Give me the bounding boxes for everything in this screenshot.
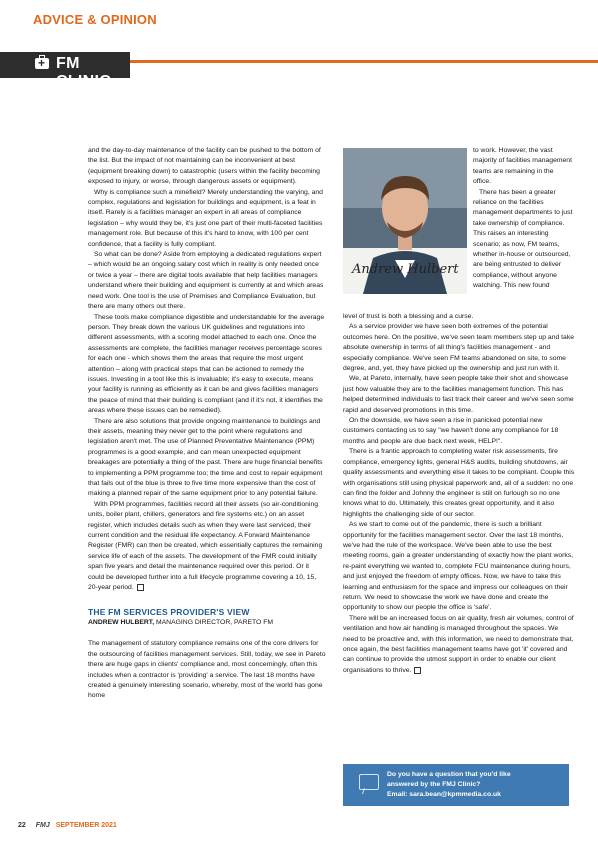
right-column xyxy=(343,312,575,676)
right-paragraph: There is a frantic approach to completing water risk assessments, fire compliance, emergency lights, general H&S audits, building shutdowns, air quality assessments and everything else it takes to be compliant. Couple this with organisations still using physical paperwork and, all of a sudden: no one can find the folder and Johnny the engineer is still on furlough so no one knows what to do. Ultimately, this creates great opportunity, and it also highlights the challenging side of our sector. xyxy=(343,448,575,518)
end-mark-icon xyxy=(414,667,421,674)
end-mark-icon xyxy=(137,584,144,591)
right-paragraph: We, at Pareto, internally, have seen people take their shot and showcase just how valuable they are to the facilities management function. This has helped determined individuals to fast track their career and we've seen some rapid and deserved promotions in this time. xyxy=(343,375,574,414)
byline-role: MANAGING DIRECTOR, PARETO FM xyxy=(155,618,274,626)
byline xyxy=(88,618,326,628)
left-paragraph-last xyxy=(88,500,326,594)
left-paragraph-text: With PPM programmes, facilities record all their assets (so air-conditioning units, boiler plant, chillers, generators and fire systems etc.) on an asset register, which includes details such as when they were last serviced, their current condition and the residual life expectancy. A Forward Maintenance Register (FMR) can then be created, which essentially captures the remaining service life of each of the assets. The development of the FMR could initially span five years and detail the maintenance required over this period. Or it could be developed further into a full lifecycle programme covering a 10, 15, 20-year period. xyxy=(88,500,323,592)
right-paragraph-text: There will be an increased focus on air quality, fresh air volumes, control of ventilation and how air handling is managed throughout the spaces. We need to be proactive and, with this information, we need to demonstrate that, once again, the best facilities management teams have got 'it' covered and can continue to provide the utmost support in order to enable our client organisations to thrive. xyxy=(343,614,574,674)
right-wrap-paragraph: There has been a greater reliance on the facilities management departments to just take ownership of compliance. This raises an interesting scenario; as now, FM teams, whether in-house or outsourced, are being entrusted to deliver compliance, without anyone watching. This new found xyxy=(473,188,573,290)
right-wrap-text xyxy=(473,146,573,292)
clinic-label: FM CLINIC xyxy=(56,55,112,90)
left-paragraph: and the day-to-day maintenance of the facility can be pushed to the bottom of the list. But the impact of not maintaining can be inconvenient at best (equipment breaking down) to catastrophic (users within the facility becoming exposed to injury, or worse, through dangerous assets or equipment). xyxy=(88,147,321,186)
byline-name: ANDREW HULBERT, xyxy=(88,618,155,626)
left-paragraph: These tools make compliance digestible and understandable for the average person. They break down the various UK guidelines and regulations into different assessments, with a scoring model attached to each one. Once the assessments are complete, the facilities manager receives percentage scores for each one - which shows them the areas that require the most urgent attention – along with practical steps that can be actioned to remedy the issues. Investing in a tool like this is invaluable; it's easy to execute, means your facility is running as efficiently as it can be and gives facilities managers the peace of mind that their building is compliant (and if it's not, it identifies the areas where these issues can be remedied). xyxy=(88,313,325,415)
question-line: answered by the FMJ Clinic? xyxy=(387,781,481,788)
intro-paragraph: The management of statutory compliance remains one of the core drivers for the outsourcing of facilities management services. Still, today, we see in Pareto there are huge gaps in clients' compliance and, most concerningly, often this includes when a contractor is 'providing' a service. The last 18 months have created a genuinely interesting scenario, whereby, most of the world has gone home xyxy=(88,640,326,700)
question-box xyxy=(343,764,569,806)
left-paragraph: Why is compliance such a minefield? Merely understanding the varying, and complex, regulations and legislation for buildings and equipment, is a feat in itself. Rarely is a facilities manager an expert in all areas of compliance legislation – why would they be, it's just one part of their multi-faceted facilities management role. But because of this it's hard to know, with 100 per cent confidence, that a facility is fully compliant. xyxy=(88,188,323,248)
magazine-name: FMJ xyxy=(35,822,50,829)
question-line: Do you have a question that you'd like xyxy=(387,771,511,778)
first-aid-kit-icon xyxy=(35,58,49,69)
right-paragraph: On the downside, we have seen a rise in panicked potential new customers contacting us to say "we haven't done any compliance for 18 months and people are due back next week, HELP!". xyxy=(343,417,559,445)
clinic-band xyxy=(0,52,130,90)
speech-bubble-icon xyxy=(359,774,379,790)
right-paragraph: As we start to come out of the pandemic, there is such a brilliant opportunity for the facilities management sector. Over the last 18 months, we've had the rule of the workspace. We've been able to use the best meeting rooms, gain a greater understanding of exactly how the plant works, re-paint everything we wanted to, complete FCU maintenance during hours, and just enjoyed the freedom of empty offices. Now, we have to take this learning and enthusiasm for the space and impress our colleagues on their return. We need to showcase the work we have done and create the opportunity to show our people the office is 'safe'. xyxy=(343,521,574,612)
issue-date: SEPTEMBER 2021 xyxy=(55,822,117,829)
section-title: ADVICE & OPINION xyxy=(33,12,157,27)
page-number: 22 xyxy=(18,822,26,829)
right-paragraph: level of trust is both a blessing and a curse. xyxy=(343,313,474,320)
left-paragraph: So what can be done? Aside from employing a dedicated regulations expert – which would be an ongoing salary cost which in reality is only needed once or twice a year – there are digital tools available that help facilities managers understand where their building and equipment is currently at and which areas need work. One tool is the use of Premises and Compliance Evaluation, but there are many others out there. xyxy=(88,251,324,311)
left-paragraph: There are also solutions that provide ongoing maintenance to buildings and their assets, meaning they never get to the point where regulations and legislation aren't met. The use of Planned Preventative Maintenance (PPM) programmes is a good example, and can mean unexpected equipment breakages are potentially a thing of the past. There are huge financial benefits to implementing a PPM programme too; the time and cost to repair equipment that fails out of the blue is three to five time more expensive than the cost of making a planned repair of the same equipment prior to any potential failure. xyxy=(88,417,323,498)
author-signature: Andrew Hulbert xyxy=(352,262,459,277)
left-column xyxy=(88,146,326,702)
right-paragraph-last xyxy=(343,614,575,676)
subheading: THE FM SERVICES PROVIDER'S VIEW xyxy=(88,607,250,618)
question-email[interactable]: Email: sara.bean@kpmmedia.co.uk xyxy=(387,791,501,798)
right-paragraph: As a service provider we have seen both extremes of the potential outcomes here. On the positive, we've seen team members step up and take absolute ownership in terms of all thing's facilities management - and especially compliance. We've seen FM teams abandoned on site, to some degree, and, yet, they have picked up the ownership and just run with it. xyxy=(343,323,575,373)
page-footer xyxy=(18,822,117,829)
question-text xyxy=(387,770,511,800)
right-wrap-paragraph: to work. However, the vast majority of facilities management teams are remaining in the office. xyxy=(473,147,572,186)
